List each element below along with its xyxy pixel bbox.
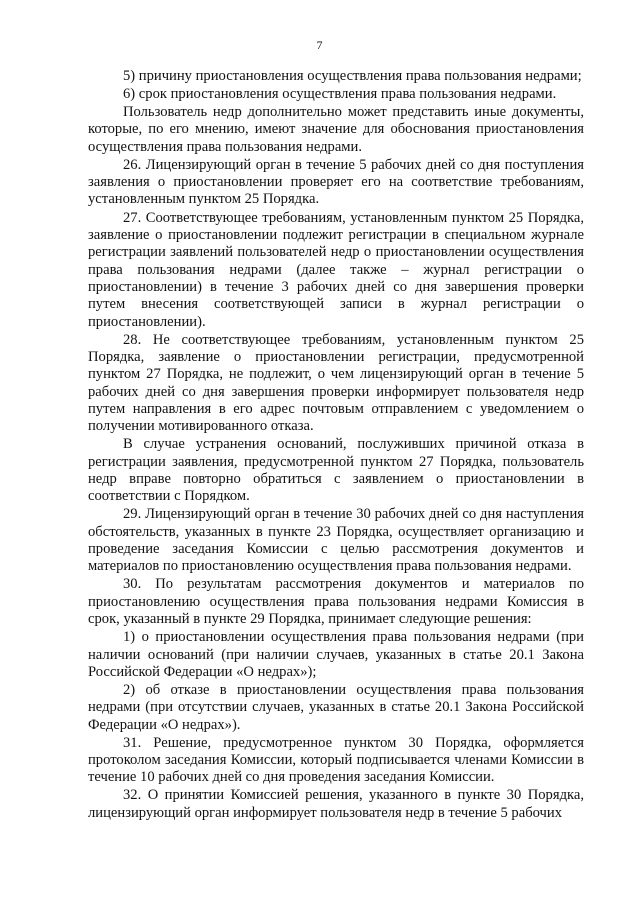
paragraph-27: 27. Соответствующее требованиям, установленным пунктом 25 Порядка, заявление о приостановлении подлежит регистрации в специальном журнале регистрации заявлений пользователей недр о приостановлении осуществления права пользования недрами (далее также – журнал регистрации о приостановлении) в течение 3 рабочих дней со дня завершения проверки путем внесения соответствующей записи в журнал регистрации о приостановлении). [88, 209, 584, 330]
paragraph-additional-documents: Пользователь недр дополнительно может представить иные документы, которые, по его мнению, имеют значение для обоснования приостановления осуществления права пользования недрами. [88, 104, 584, 155]
paragraph-29: 29. Лицензирующий орган в течение 30 рабочих дней со дня наступления обстоятельств, указанных в пункте 23 Порядка, осуществляет организацию и проведение заседания Комиссии с целью рассмотрения документов и материалов по приостановлению осуществления права пользования недрами. [88, 506, 584, 575]
paragraph-item-6: 6) срок приостановления осуществления права пользования недрами. [123, 86, 557, 103]
paragraph-item-5: 5) причину приостановления осуществления права пользования недрами; [123, 68, 582, 84]
paragraph-decision-2: 2) об отказе в приостановлении осуществления права пользования недрами (при отсутствии случаев, указанных в статье 20.1 Закона Российской Федерации «О недрах»). [88, 681, 584, 733]
document-body [88, 68, 584, 823]
paragraph-30: 30. По результатам рассмотрения документов и материалов по приостановлению осуществления права пользования недрами Комиссия в срок, указанный в пункте 29 Порядка, принимает следующие решения: [88, 576, 584, 628]
paragraph-28: 28. Не соответствующее требованиям, установленным пунктом 25 Порядка, заявление о приостановлении регистрации, предусмотренной пунктом 27 Порядка, не подлежит, о чем лицензирующий орган в течение 5 рабочих дней со дня завершения проверки информирует пользователя недр путем направления в его адрес почтовым отправлением с уведомлением о получении мотивированного отказа. [88, 331, 584, 435]
paragraph-26: 26. Лицензирующий орган в течение 5 рабочих дней со дня поступления заявления о приостановлении проверяет его на соответствие требованиям, установленным пунктом 25 Порядка. [88, 156, 584, 208]
paragraph-32: 32. О принятии Комиссией решения, указанного в пункте 30 Порядка, лицензирующий орган информирует пользователя недр в течение 5 рабочих [88, 787, 584, 821]
page-number: 7 [316, 38, 323, 52]
paragraph-refusal-elimination: В случае устранения оснований, послуживших причиной отказа в регистрации заявления, предусмотренной пунктом 27 Порядка, пользователь недр вправе повторно обратиться с заявлением о приостановлении в соответствии с Порядком. [88, 436, 584, 505]
paragraph-decision-1: 1) о приостановлении осуществления права пользования недрами (при наличии оснований (при наличии случаев, указанных в статье 20.1 Закона Российской Федерации «О недрах»); [88, 629, 584, 680]
paragraph-31: 31. Решение, предусмотренное пунктом 30 Порядка, оформляется протоколом заседания Комиссии, который подписывается членами Комиссии в течение 10 рабочих дней со дня проведения заседания Комиссии. [88, 734, 584, 786]
